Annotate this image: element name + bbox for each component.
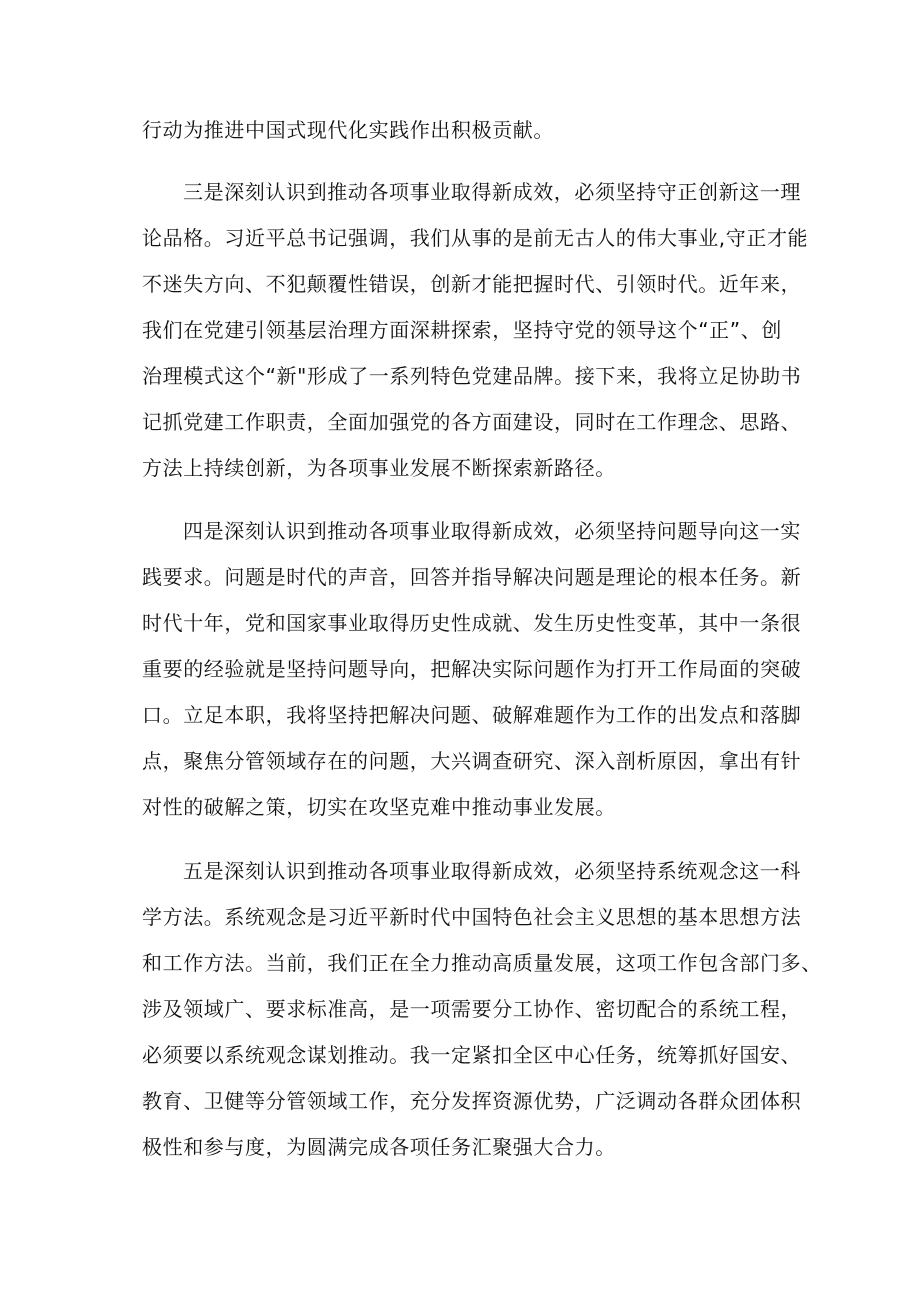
paragraph-3-line-1: 四是深刻认识到推动各项事业取得新成效，必须坚持问题导向这一实	[183, 519, 801, 543]
paragraph-4-line-4: 涉及领域广、要求标准高，是一项需要分工协作、密切配合的系统工程，	[142, 997, 802, 1021]
paragraph-4-line-2: 学方法。系统观念是习近平新时代中国特色社会主义思想的基本思想方法	[142, 905, 802, 929]
paragraph-4-line-3: 和工作方法。当前，我们正在全力推动高质量发展，这项工作包含部门多、	[142, 951, 822, 975]
paragraph-1-line-1: 行动为推进中国式现代化实践作出积极贡献。	[142, 118, 554, 142]
paragraph-2-line-2: 论品格。习近平总书记强调，我们从事的是前无古人的伟大事业,守正才能	[142, 226, 809, 250]
paragraph-2-line-5: 治理模式这个“新"形成了一系列特色党建品牌。接下来，我将立足协助书	[142, 364, 802, 388]
paragraph-3-line-3: 时代十年，党和国家事业取得历史性成就、发生历史性变革，其中一条很	[142, 611, 802, 635]
paragraph-4-line-7: 极性和参与度，为圆满完成各项任务汇聚强大合力。	[142, 1135, 616, 1159]
paragraph-4-line-5: 必须要以系统观念谋划推动。我一定紧扣全区中心任务，统筹抓好国安、	[142, 1043, 802, 1067]
paragraph-3-line-2: 践要求。问题是时代的声音，回答并指导解决问题是理论的根本任务。新	[142, 565, 802, 589]
paragraph-2-line-4: 我们在党建引领基层治理方面深耕探索，坚持守党的领导这个“正”、创	[142, 318, 782, 342]
paragraph-4-line-1: 五是深刻认识到推动各项事业取得新成效，必须坚持系统观念这一科	[183, 859, 801, 883]
paragraph-2-line-6: 记抓党建工作职责，全面加强党的各方面建设，同时在工作理念、思路、	[142, 410, 802, 434]
paragraph-2-line-1: 三是深刻认识到推动各项事业取得新成效，必须坚持守正创新这一理	[183, 180, 801, 204]
paragraph-3-line-7: 对性的破解之策，切实在攻坚克难中推动事业发展。	[142, 795, 616, 819]
paragraph-4-line-6: 教育、卫健等分管领域工作，充分发挥资源优势，广泛调动各群众团体积	[142, 1089, 802, 1113]
paragraph-3-line-4: 重要的经验就是坚持问题导向，把解决实际问题作为打开工作局面的突破	[142, 657, 802, 681]
paragraph-3-line-6: 点，聚焦分管领域存在的问题，大兴调查研究、深入剖析原因，拿出有针	[142, 749, 802, 773]
paragraph-3-line-5: 口。立足本职，我将坚持把解决问题、破解难题作为工作的出发点和落脚	[142, 703, 802, 727]
paragraph-2-line-3: 不迷失方向、不犯颠覆性错误，创新才能把握时代、引领时代。近年来，	[142, 272, 802, 296]
paragraph-2-line-7: 方法上持续创新，为各项事业发展不断探索新路径。	[142, 456, 616, 480]
